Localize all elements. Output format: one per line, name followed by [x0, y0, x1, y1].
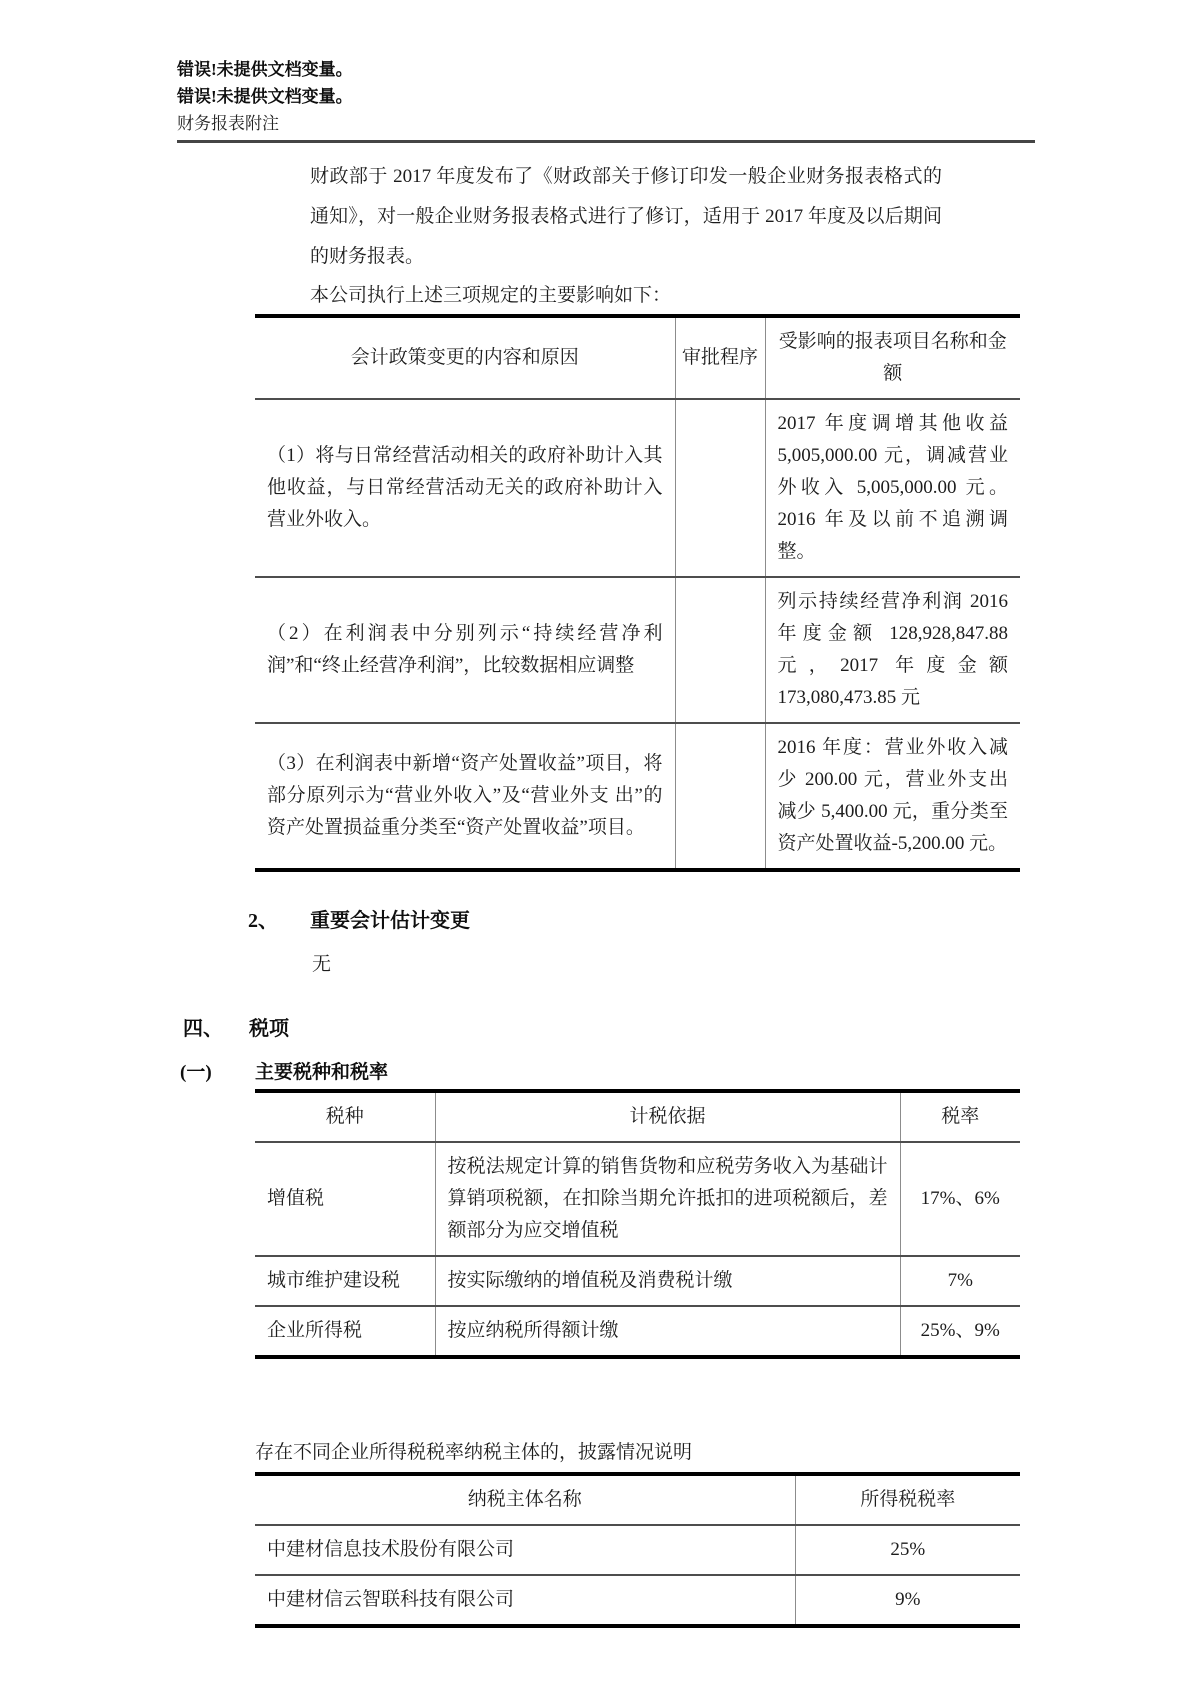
section-title: 税项 — [249, 1018, 289, 1040]
doc-variable-error-2: 错误!未提供文档变量。 — [177, 87, 353, 106]
col-header-income-tax-rate: 所得税税率 — [795, 1474, 1020, 1525]
tax-type-cell: 增值税 — [255, 1142, 435, 1256]
subsection-title: 主要税种和税率 — [255, 1062, 389, 1083]
table-header-row — [255, 316, 1020, 399]
section-title: 重要会计估计变更 — [310, 910, 470, 932]
policy-content-cell: （3）在利润表中新增“资产处置收益”项目，将 部分原列示为“营业外收入”及“营业外支 出”的资产处置损益重分类至“资产处置收益”项目。 — [267, 753, 663, 838]
approval-cell — [675, 577, 765, 723]
tax-rate-cell: 17%、6% — [900, 1142, 1020, 1256]
doc-variable-error-1: 错误!未提供文档变量。 — [177, 60, 353, 79]
intro-paragraph: 财政部于 2017 年度发布了《财政部关于修订印发一般企业财务报表格式的通知》，对一般企业财务报表格式进行了修订，适用于 2017 年度及以后期间的财务报表。 — [310, 166, 942, 267]
table-row — [255, 577, 1020, 723]
taxpayer-entity-table — [255, 1472, 1020, 1628]
col-header-tax-rate: 税率 — [900, 1091, 1020, 1142]
impact-cell: 2017 年度调增其他收益 5,005,000.00 元，调减营业外收入 5,005,000.00 元。2016 年及以前不追溯调整。 — [765, 399, 1020, 577]
table-row — [255, 723, 1020, 870]
tax-type-cell: 城市维护建设税 — [255, 1256, 435, 1306]
approval-cell — [675, 723, 765, 870]
approval-cell — [675, 399, 765, 577]
table-row — [255, 1525, 1020, 1575]
table-header-row — [255, 1091, 1020, 1142]
impact-cell: 列示持续经营净利润 2016 年度金额 128,928,847.88 元，2017 年度金额 173,080,473.85 元 — [765, 577, 1020, 723]
header-divider — [177, 140, 1035, 143]
table-row — [255, 399, 1020, 577]
policy-table-lead: 本公司执行上述三项规定的主要影响如下： — [310, 285, 672, 306]
tax-rate-cell: 7% — [900, 1256, 1020, 1306]
table-header-row — [255, 1474, 1020, 1525]
table-row — [255, 1142, 1020, 1256]
table-row — [255, 1306, 1020, 1357]
tax-rate-cell: 25%、9% — [900, 1306, 1020, 1357]
policy-change-table — [255, 314, 1020, 872]
col-header-entity-name: 纳税主体名称 — [255, 1474, 795, 1525]
tax-basis-cell: 按应纳税所得额计缴 — [435, 1306, 900, 1357]
section-number: 2、 — [248, 910, 278, 932]
tax-rate-table — [255, 1089, 1020, 1359]
table-row — [255, 1256, 1020, 1306]
entity-name-cell: 中建材信息技术股份有限公司 — [255, 1525, 795, 1575]
subsection-heading-tax-rates — [180, 1057, 1200, 1084]
col-header-approval: 审批程序 — [675, 316, 765, 399]
col-header-tax-type: 税种 — [255, 1091, 435, 1142]
page-title: 财务报表附注 — [177, 114, 279, 133]
policy-content-cell: （1）将与日常经营活动相关的政府补助计入其他收益，与日常经营活动无关的政府补助计入营业外收入。 — [255, 399, 675, 577]
col-header-impact: 受影响的报表项目名称和金额 — [765, 316, 1020, 399]
tax-type-cell: 企业所得税 — [267, 1320, 363, 1341]
tax-basis-cell: 按实际缴纳的增值税及消费税计缴 — [435, 1256, 900, 1306]
impact-cell: 2016 年度：营业外收入减少 200.00 元，营业外支出减少 5,400.00 元，重分类至资产处置收益-5,200.00 元。 — [765, 723, 1020, 870]
disclosure-note: 存在不同企业所得税税率纳税主体的，披露情况说明 — [255, 1442, 693, 1463]
running-head — [177, 56, 1200, 137]
col-header-tax-basis: 计税依据 — [435, 1091, 900, 1142]
policy-content-cell: （2）在利润表中分别列示“持续经营净利润”和“终止经营净利润”，比较数据相应调整 — [255, 577, 675, 723]
entity-rate-cell: 9% — [795, 1575, 1020, 1626]
subsection-number: (一) — [180, 1062, 212, 1083]
table-row — [255, 1575, 1020, 1626]
tax-basis-cell: 按税法规定计算的销售货物和应税劳务收入为基础计算销项税额，在扣除当期允许抵扣的进项税额后，差额部分为应交增值税 — [435, 1142, 900, 1256]
section-number: 四、 — [183, 1018, 223, 1040]
section-heading-tax — [183, 1012, 1200, 1041]
section-body-none: 无 — [312, 954, 332, 975]
entity-name-cell: 中建材信云智联科技有限公司 — [267, 1589, 515, 1610]
entity-rate-cell: 25% — [795, 1525, 1020, 1575]
section-heading-estimates — [248, 904, 1200, 933]
col-header-policy-content: 会计政策变更的内容和原因 — [255, 316, 675, 399]
